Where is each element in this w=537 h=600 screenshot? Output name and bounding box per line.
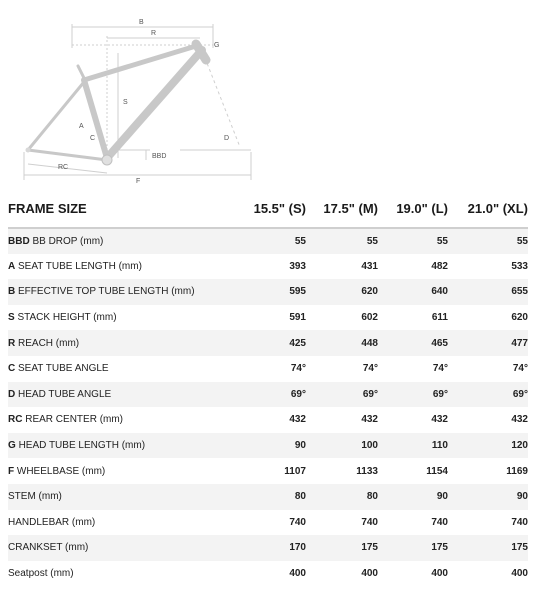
dimension-code: A — [8, 260, 16, 272]
size-value-cell: 90 — [436, 491, 448, 503]
row-label — [8, 458, 236, 484]
bottom-bracket — [102, 155, 112, 165]
row-label — [8, 330, 236, 356]
row-label — [8, 561, 236, 587]
row-label — [8, 510, 236, 536]
row-label — [8, 228, 236, 254]
size-value-cell: 640 — [431, 286, 448, 298]
size-value-cell: 55 — [436, 235, 448, 247]
table-row — [8, 484, 528, 510]
label-rc: RC — [58, 164, 69, 171]
row-label — [8, 356, 236, 382]
size-value-cell: 100 — [361, 440, 378, 452]
size-value-cell: 400 — [289, 568, 306, 580]
row-label — [8, 407, 236, 433]
rear-axle — [26, 148, 31, 153]
table-row — [8, 305, 528, 331]
size-value-cell: 55 — [294, 235, 306, 247]
row-label — [8, 433, 236, 459]
seat-tube — [84, 80, 107, 158]
dimension-name: STACK HEIGHT (mm) — [17, 312, 117, 324]
size-value-cell: 482 — [431, 260, 448, 272]
table-header-row — [8, 190, 528, 228]
dimension-code: C — [8, 363, 16, 375]
dimension-code: B — [8, 286, 16, 298]
size-value-cell: 400 — [361, 568, 378, 580]
dimension-name: REACH (mm) — [18, 337, 80, 349]
dimension-code: BBD — [8, 235, 30, 247]
table-row — [8, 535, 528, 561]
dimension-name: CRANKSET (mm) — [8, 542, 89, 554]
size-value-cell: 175 — [511, 542, 528, 554]
table-row — [8, 382, 528, 408]
label-c: C — [90, 135, 96, 142]
dimension-name: HANDLEBAR (mm) — [8, 516, 96, 528]
dimension-code: S — [8, 312, 15, 324]
size-value-cell: 80 — [294, 491, 306, 503]
dimension-name: SEAT TUBE LENGTH (mm) — [18, 260, 142, 272]
size-value-cell: 74° — [362, 363, 378, 375]
size-value-cell: 740 — [361, 516, 378, 528]
size-value-cell: 55 — [516, 235, 528, 247]
size-value-cell: 477 — [511, 337, 528, 349]
size-value-cell: 620 — [361, 286, 378, 298]
frame-geometry-diagram — [0, 0, 537, 190]
table-row — [8, 458, 528, 484]
size-value-cell: 740 — [431, 516, 448, 528]
table-row — [8, 433, 528, 459]
dimension-name: STEM (mm) — [8, 491, 62, 503]
size-value-cell: 110 — [431, 440, 448, 452]
size-value-cell: 740 — [511, 516, 528, 528]
size-value-cell: 74° — [512, 363, 528, 375]
size-value-cell: 533 — [511, 260, 528, 272]
table-row — [8, 254, 528, 280]
table-row — [8, 561, 528, 587]
dimension-name: HEAD TUBE ANGLE — [18, 388, 112, 400]
dimension-code: RC — [8, 414, 23, 426]
row-label — [8, 382, 236, 408]
table-row — [8, 407, 528, 433]
size-value-cell: 1133 — [356, 465, 378, 477]
size-value-cell: 448 — [361, 337, 378, 349]
chain-stay — [28, 150, 107, 160]
label-a: A — [79, 123, 84, 130]
size-value-cell: 465 — [431, 337, 448, 349]
size-value-cell: 611 — [431, 312, 448, 324]
dimension-name: WHEELBASE (mm) — [16, 465, 106, 477]
size-value-cell: 69° — [290, 388, 306, 400]
size-value-cell: 432 — [361, 414, 378, 426]
dimension-name: Seatpost (mm) — [8, 568, 74, 580]
row-label — [8, 254, 236, 280]
size-column-header: 19.0" (L) — [396, 201, 448, 216]
dimension-code: R — [8, 337, 16, 349]
row-label — [8, 484, 236, 510]
size-value-cell: 432 — [289, 414, 306, 426]
dimension-name: EFFECTIVE TOP TUBE LENGTH (mm) — [18, 286, 195, 298]
frame-size-heading: FRAME SIZE — [8, 201, 87, 216]
size-value-cell: 431 — [361, 260, 378, 272]
size-value-cell: 425 — [289, 337, 306, 349]
size-value-cell: 393 — [289, 260, 306, 272]
label-r: R — [151, 30, 157, 37]
table-row — [8, 279, 528, 305]
size-value-cell: 69° — [362, 388, 378, 400]
dimension-code: D — [8, 388, 16, 400]
size-value-cell: 74° — [290, 363, 306, 375]
size-value-cell: 69° — [432, 388, 448, 400]
dimension-name: SEAT TUBE ANGLE — [18, 363, 109, 375]
label-f: F — [136, 178, 141, 185]
table-row — [8, 510, 528, 536]
size-column-header: 17.5" (M) — [323, 201, 378, 216]
size-value-cell: 120 — [511, 440, 528, 452]
size-value-cell: 1107 — [284, 465, 306, 477]
dimension-name: HEAD TUBE LENGTH (mm) — [18, 440, 146, 452]
size-value-cell: 1169 — [506, 465, 528, 477]
size-value-cell: 55 — [366, 235, 378, 247]
size-value-cell: 1154 — [426, 465, 448, 477]
dimension-name: BB DROP (mm) — [32, 235, 104, 247]
size-value-cell: 69° — [512, 388, 528, 400]
size-value-cell: 740 — [289, 516, 306, 528]
size-value-cell: 655 — [511, 286, 528, 298]
size-value-cell: 591 — [289, 312, 306, 324]
size-value-cell: 620 — [511, 312, 528, 324]
label-d: D — [224, 135, 230, 142]
size-value-cell: 400 — [511, 568, 528, 580]
dimension-name: REAR CENTER (mm) — [25, 414, 124, 426]
head-tube-axis-line — [205, 58, 240, 147]
size-value-cell: 80 — [366, 491, 378, 503]
label-bbd: BBD — [152, 153, 167, 160]
dimension-code: G — [8, 440, 16, 452]
label-b: B — [139, 19, 144, 26]
row-label — [8, 535, 236, 561]
size-value-cell: 602 — [361, 312, 378, 324]
size-value-cell: 175 — [361, 542, 378, 554]
label-s: S — [123, 99, 128, 106]
row-label — [8, 305, 236, 331]
size-value-cell: 90 — [516, 491, 528, 503]
size-value-cell: 175 — [431, 542, 448, 554]
size-value-cell: 90 — [294, 440, 306, 452]
dimension-code: F — [8, 465, 15, 477]
size-value-cell: 432 — [511, 414, 528, 426]
size-value-cell: 170 — [289, 542, 306, 554]
table-row — [8, 356, 528, 382]
size-value-cell: 74° — [432, 363, 448, 375]
table-row — [8, 228, 528, 254]
size-column-header: 15.5" (S) — [253, 201, 306, 216]
table-row — [8, 330, 528, 356]
size-value-cell: 432 — [431, 414, 448, 426]
size-value-cell: 400 — [431, 568, 448, 580]
seat-stay — [28, 82, 84, 150]
table-body — [8, 228, 528, 586]
row-label — [8, 279, 236, 305]
label-g: G — [214, 42, 220, 49]
size-value-cell: 595 — [289, 286, 306, 298]
frame-size-table — [8, 190, 528, 586]
size-column-header: 21.0" (XL) — [467, 201, 528, 216]
